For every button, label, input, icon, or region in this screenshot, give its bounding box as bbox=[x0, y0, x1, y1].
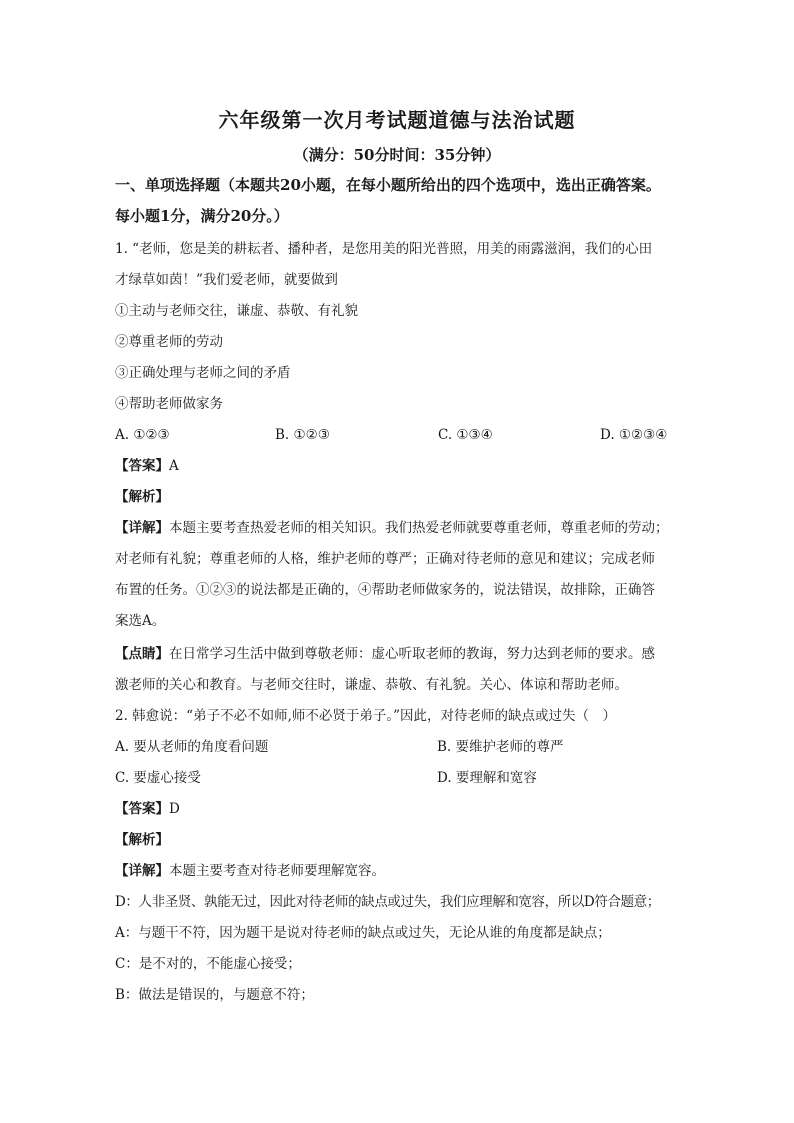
q1-option-c: C. ①③④ bbox=[438, 427, 493, 443]
q1-item-2: ②尊重老师的劳动 bbox=[115, 334, 223, 350]
q1-detail-line-4: 案选A。 bbox=[115, 613, 166, 629]
q2-option-d: D. 要理解和宽容 bbox=[437, 770, 537, 786]
q2-analysis-tag: 【解析】 bbox=[115, 832, 169, 848]
q2-option-a: A. 要从老师的角度看问题 bbox=[115, 739, 269, 755]
q2-option-b: B. 要维护老师的尊严 bbox=[437, 739, 564, 755]
q2-answer-value: D bbox=[169, 801, 180, 817]
q1-item-1: ①主动与老师交往，谦虚、恭敬、有礼貌 bbox=[115, 303, 358, 319]
q1-answer-value: A bbox=[169, 458, 179, 474]
q2-explain-c: C：是不对的，不能虚心接受； bbox=[115, 956, 301, 972]
q1-stem-line-1: 1. “老师，您是美的耕耘者、播种者，是您用美的阳光普照，用美的雨露滋润，我们的心田 bbox=[115, 241, 653, 257]
q1-point-tag: 【点睛】 bbox=[115, 646, 169, 662]
q1-answer-tag: 【答案】 bbox=[115, 458, 169, 474]
q1-item-3: ③正确处理与老师之间的矛盾 bbox=[115, 365, 291, 381]
q1-item-4: ④帮助老师做家务 bbox=[115, 396, 223, 412]
q1-option-a: A. ①②③ bbox=[115, 427, 170, 443]
q2-answer bbox=[115, 800, 715, 818]
section-heading-line-2: 每小题1分，满分20分。） bbox=[115, 207, 289, 225]
q1-answer bbox=[115, 457, 715, 475]
exam-subtitle: （满分：50分时间：35分钟） bbox=[293, 146, 501, 164]
q1-point-line-1 bbox=[115, 645, 715, 663]
q1-detail-line-1 bbox=[115, 519, 715, 537]
q2-explain-b: B：做法是错误的，与题意不符； bbox=[115, 987, 314, 1003]
q2-explain-d: D：人非圣贤、孰能无过，因此对待老师的缺点或过失，我们应理解和宽容，所以D符合题意； bbox=[115, 894, 660, 910]
q2-detail-tag: 【详解】 bbox=[115, 863, 169, 879]
q2-answer-tag: 【答案】 bbox=[115, 801, 169, 817]
q1-point-text-1: 在日常学习生活中做到尊敬老师：虚心听取老师的教诲，努力达到老师的要求。感 bbox=[169, 646, 655, 662]
q2-stem: 2. 韩愈说：“弟子不必不如师,师不必贤于弟子。”因此，对待老师的缺点或过失（ ） bbox=[115, 708, 617, 724]
q2-explain-a: A：与题干不符，因为题干是说对待老师的缺点或过失，无论从谁的角度都是缺点； bbox=[115, 925, 611, 941]
q1-option-d: D. ①②③④ bbox=[600, 427, 668, 443]
q2-option-c: C. 要虚心接受 bbox=[115, 770, 201, 786]
section-heading-line-1: 一、单项选择题（本题共20小题，在每小题所给出的四个选项中，选出正确答案。 bbox=[115, 176, 661, 194]
q1-detail-text-1: 本题主要考查热爱老师的相关知识。我们热爱老师就要尊重老师，尊重老师的劳动； bbox=[169, 520, 669, 536]
q1-detail-tag: 【详解】 bbox=[115, 520, 169, 536]
q1-detail-line-2: 对老师有礼貌；尊重老师的人格，维护老师的尊严；正确对待老师的意见和建议；完成老师 bbox=[115, 551, 655, 567]
q2-detail bbox=[115, 862, 715, 880]
q1-option-b: B. ①②③ bbox=[275, 427, 330, 443]
q2-detail-text: 本题主要考查对待老师要理解宽容。 bbox=[169, 863, 385, 879]
q1-detail-line-3: 布置的任务。①②③的说法都是正确的，④帮助老师做家务的，说法错误，故排除，正确答 bbox=[115, 582, 655, 598]
q1-stem-line-2: 才绿草如茵！”我们爱老师，就要做到 bbox=[115, 272, 338, 288]
q1-point-line-2: 激老师的关心和教育。与老师交往时，谦虚、恭敬、有礼貌。关心、体谅和帮助老师。 bbox=[115, 677, 628, 693]
page-title: 六年级第一次月考试题道德与法治试题 bbox=[218, 108, 576, 132]
q1-analysis-tag: 【解析】 bbox=[115, 489, 169, 505]
